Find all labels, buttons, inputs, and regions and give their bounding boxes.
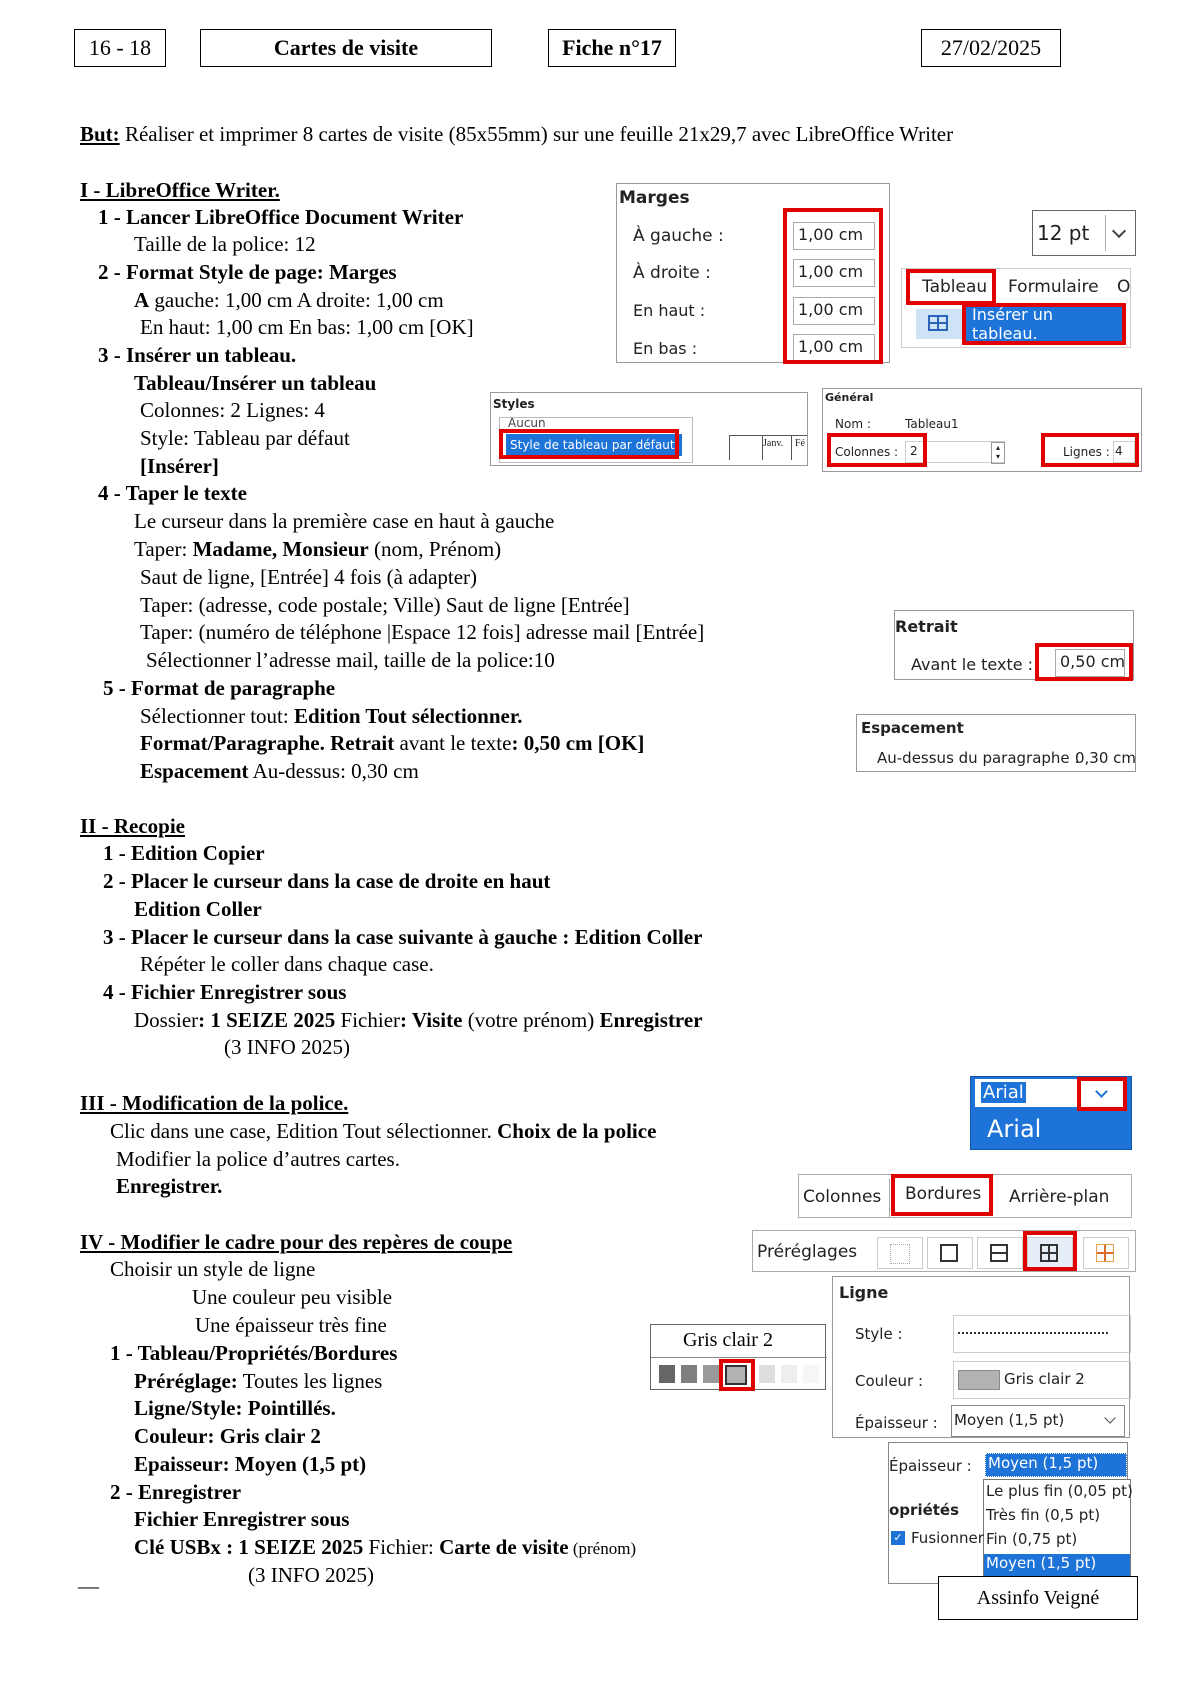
s3-line2: Modifier la police d’autres cartes. <box>116 1147 400 1171</box>
margin-left-input[interactable]: 1,00 cm <box>793 222 875 250</box>
menu-formulaire[interactable]: Formulaire <box>1008 277 1099 297</box>
s1-step4b <box>134 536 501 562</box>
style-aucun[interactable]: Aucun <box>508 417 546 430</box>
s1-step2a-bold: A <box>134 288 150 312</box>
section-4-title: IV - Modifier le cadre pour des repères de coupe <box>80 1230 513 1254</box>
thickness-option-4[interactable] <box>984 1554 1130 1578</box>
gris-clair-2-highlight <box>719 1359 755 1391</box>
thickness-option-4-label: Moyen (1,5 pt) <box>986 1554 1097 1572</box>
s1-step4: 4 - Taper le texte <box>98 481 247 505</box>
general-title: Général <box>825 391 874 404</box>
table-menu <box>901 268 1131 348</box>
s1-step2a-text: gauche: 1,00 cm A droite: 1,00 cm <box>149 288 444 312</box>
espacement-panel <box>856 714 1136 772</box>
s1-step1a: Taille de la police: 12 <box>134 232 316 256</box>
tab-arriere-plan[interactable]: Arrière-plan <box>1009 1187 1110 1207</box>
thickness-option-2[interactable]: Très fin (0,5 pt) <box>986 1506 1101 1524</box>
espacement-label: Au-dessus du paragraphe : <box>877 749 1080 767</box>
swatch-2[interactable] <box>681 1365 697 1383</box>
thickness-label: Épaisseur : <box>889 1457 972 1475</box>
columns-highlight <box>827 433 927 467</box>
s4-p1-post: Toutes les lignes <box>237 1369 383 1393</box>
s2-step4: 4 - Fichier Enregistrer sous <box>103 980 347 1004</box>
goal-line <box>80 121 953 147</box>
preset-outer-horizontal[interactable] <box>977 1237 1023 1269</box>
s4-step2: 2 - Enregistrer <box>110 1480 242 1504</box>
s4-p6-small: (prénom) <box>568 1539 637 1558</box>
s3-line1 <box>110 1118 656 1144</box>
chevron-down-icon <box>1112 224 1126 238</box>
border-tabs <box>798 1174 1132 1218</box>
general-columns-label: Colonnes : <box>835 445 899 459</box>
s4-p7: (3 INFO 2025) <box>248 1563 374 1587</box>
swatch-6[interactable] <box>781 1365 797 1383</box>
line-color-value: Gris clair 2 <box>1004 1370 1085 1388</box>
s4-l1: Choisir un style de ligne <box>110 1257 316 1281</box>
general-name-label: Nom : <box>835 417 871 431</box>
s1-step5c <box>140 758 419 784</box>
s2-step1: 1 - Edition Copier <box>103 841 265 865</box>
s1-step5b-bold2: : 0,50 cm [OK] <box>511 731 645 755</box>
styles-title: Styles <box>493 397 535 411</box>
preview-fe: Fé <box>795 438 805 449</box>
insert-table-label: Insérer un tableau. <box>972 305 1054 343</box>
presets-row <box>752 1230 1136 1272</box>
columns-spinner[interactable]: ▴ ▾ <box>991 442 1005 464</box>
s4-l2: Une couleur peu visible <box>192 1285 393 1309</box>
s2-step4a-3: Fichier <box>335 1008 401 1032</box>
section-2-title: II - Recopie <box>80 814 185 838</box>
margin-right-input[interactable]: 1,00 cm <box>793 259 875 287</box>
palette-color-name: Gris clair 2 <box>683 1329 773 1351</box>
font-size-dropdown[interactable] <box>1032 210 1136 256</box>
general-panel <box>822 388 1142 472</box>
chevron-down-icon <box>1095 1085 1108 1098</box>
line-color-select[interactable] <box>953 1361 1131 1399</box>
dotted-line-preview <box>958 1332 1108 1334</box>
margin-top-input[interactable]: 1,00 cm <box>793 297 875 325</box>
s1-step3c: Style: Tableau par défaut <box>140 426 350 450</box>
s4-p1-bold: Préréglage: <box>134 1369 238 1393</box>
line-color-label: Couleur : <box>855 1372 924 1390</box>
s2-step4a-1: Dossier <box>134 1008 199 1032</box>
s2-step4b: (3 INFO 2025) <box>224 1035 350 1059</box>
s2-step2a: Edition Coller <box>134 897 262 921</box>
s4-p6-bold2: Carte de visite <box>439 1535 569 1559</box>
color-swatch <box>958 1370 1000 1390</box>
menu-cut-letter: O <box>1117 277 1131 297</box>
retrait-panel <box>894 610 1134 680</box>
preset-none-icon <box>890 1244 910 1264</box>
thickness-current[interactable] <box>985 1453 1127 1477</box>
general-name-value[interactable]: Tableau1 <box>905 417 959 431</box>
s2-step3: 3 - Placer le curseur dans la case suivante à gauche : Edition Coller <box>103 925 703 949</box>
s2-step4a-6: Enregistrer <box>599 1008 703 1032</box>
swatch-1[interactable] <box>659 1365 675 1383</box>
thickness-option-3[interactable]: Fin (0,75 pt) <box>986 1530 1078 1548</box>
font-size-value: 12 pt <box>1037 221 1090 245</box>
s1-step4d: Taper: (adresse, code postale; Ville) Saut de ligne [Entrée] <box>140 593 630 617</box>
swatch-5[interactable] <box>759 1365 775 1383</box>
font-size-arrow[interactable] <box>1105 215 1132 251</box>
rows-highlight <box>1041 433 1139 467</box>
preset-none[interactable] <box>877 1237 923 1269</box>
s1-step5a-bold: Edition Tout sélectionner. <box>293 704 523 728</box>
retrait-highlight <box>1035 643 1133 681</box>
tab-colonnes[interactable]: Colonnes <box>803 1187 882 1207</box>
s1-step3b: Colonnes: 2 Lignes: 4 <box>140 398 325 422</box>
thickness-option-1[interactable]: Le plus fin (0,05 pt) <box>986 1482 1133 1500</box>
preset-outer-horizontal-icon <box>990 1244 1008 1262</box>
s4-p4: Epaisseur: Moyen (1,5 pt) <box>134 1452 367 1476</box>
s1-step3a: Tableau/Insérer un tableau <box>134 371 377 395</box>
line-panel <box>832 1276 1130 1438</box>
general-rows-input[interactable]: 4 <box>1113 441 1135 463</box>
tab-bordures[interactable]: Bordures <box>905 1184 982 1204</box>
font-name-box <box>970 1076 1132 1150</box>
s1-step5b-bold1: Format/Paragraphe. Retrait <box>140 731 395 755</box>
preset-inner-only[interactable] <box>1083 1237 1129 1269</box>
styles-preview <box>729 435 807 460</box>
s1-step4f: Sélectionner l’adresse mail, taille de la police:10 <box>146 648 555 672</box>
menu-tableau[interactable]: Tableau <box>922 277 988 297</box>
s4-step1: 1 - Tableau/Propriétés/Bordures <box>110 1341 398 1365</box>
s4-dash: __ <box>78 1567 99 1591</box>
preset-outer[interactable] <box>927 1237 973 1269</box>
s2-step2: 2 - Placer le curseur dans la case de droite en haut <box>103 869 551 893</box>
s4-l3: Une épaisseur très fine <box>195 1313 387 1337</box>
s1-step5a-pre: Sélectionner tout: <box>140 704 294 728</box>
swatch-7[interactable] <box>803 1365 819 1383</box>
s4-p2: Ligne/Style: Pointillés. <box>134 1396 336 1420</box>
s1-step2b: En haut: 1,00 cm En bas: 1,00 cm [OK] <box>140 315 474 339</box>
section-1-title: I - LibreOffice Writer. <box>80 178 280 202</box>
bordures-highlight <box>891 1174 993 1216</box>
color-palette <box>650 1324 826 1390</box>
espacement-value[interactable]: 0,30 cm <box>1075 749 1137 767</box>
goal-label: But: <box>80 122 120 146</box>
style-default-label: Style de tableau par défaut <box>510 438 675 452</box>
s1-step4c: Saut de ligne, [Entrée] 4 fois (à adapter) <box>140 565 478 589</box>
s1-step5b-mid: avant le texte <box>394 731 512 755</box>
retrait-label: Avant le texte : <box>911 655 1034 674</box>
s4-p6 <box>134 1534 636 1562</box>
s2-step4a-2: : 1 SEIZE 2025 <box>198 1008 336 1032</box>
s4-p6-bold1: Clé USBx : 1 SEIZE 2025 <box>134 1535 364 1559</box>
section-3-title: III - Modification de la police. <box>80 1091 349 1115</box>
preset-all-highlight <box>1023 1231 1077 1271</box>
thickness-dropdown <box>888 1442 1133 1584</box>
s4-p1 <box>134 1368 382 1394</box>
line-thickness-label: Épaisseur : <box>855 1414 938 1432</box>
insert-highlight <box>962 303 1126 345</box>
s1-step2: 2 - Format Style de page: Marges <box>98 260 397 284</box>
font-list-item-arial[interactable]: Arial <box>987 1115 1042 1143</box>
general-rows-label: Lignes : <box>1063 445 1110 459</box>
table-grid-icon <box>928 315 948 331</box>
presets-label: Préréglages <box>757 1242 858 1262</box>
s2-step3a: Répéter le coller dans chaque case. <box>140 952 434 976</box>
preset-outer-icon <box>940 1244 958 1262</box>
espacement-title: Espacement <box>861 719 964 737</box>
styles-panel <box>490 392 808 466</box>
retrait-title: Retrait <box>895 617 958 636</box>
font-name-value: Arial <box>983 1082 1024 1103</box>
s1-step5c-bold: Espacement <box>140 759 249 783</box>
margins-title: Marges <box>619 188 690 208</box>
general-columns-input[interactable]: 2 <box>905 441 1005 463</box>
s4-p5: Fichier Enregistrer sous <box>134 1507 350 1531</box>
s4-p3: Couleur: Gris clair 2 <box>134 1424 321 1448</box>
margin-bottom-label: En bas : <box>633 339 698 358</box>
retrait-input[interactable]: 0,50 cm <box>1055 649 1125 677</box>
document-title: Cartes de visite <box>200 29 492 67</box>
margin-left-label: À gauche : <box>633 226 724 246</box>
s1-step5b <box>140 730 644 756</box>
merge-checkbox[interactable]: ✓ <box>891 1531 905 1545</box>
line-style-label: Style : <box>855 1325 903 1343</box>
s3-line1-bold: Choix de la police <box>497 1119 657 1143</box>
thickness-current-label: Moyen (1,5 pt) <box>988 1454 1099 1472</box>
s1-step4b-bold: Madame, Monsieur <box>192 537 369 561</box>
margins-highlight <box>783 208 883 364</box>
tableau-highlight <box>906 269 996 305</box>
preview-janv: Janv. <box>763 438 784 449</box>
margins-panel <box>616 183 890 363</box>
merge-label: Fusionner <box>911 1529 984 1547</box>
s1-step3d: [Insérer] <box>140 454 219 478</box>
s1-step4b-pre: Taper: <box>134 537 193 561</box>
s1-step2a <box>134 287 444 313</box>
s2-step4a-5: (votre prénom) <box>462 1008 600 1032</box>
s3-line3: Enregistrer. <box>116 1174 223 1198</box>
s1-step1: 1 - Lancer LibreOffice Document Writer <box>98 205 464 229</box>
s1-step4e: Taper: (numéro de téléphone |Espace 12 fois] adresse mail [Entrée] <box>140 620 705 644</box>
margin-top-label: En haut : <box>633 301 706 320</box>
style-default-highlight <box>499 429 679 459</box>
font-arrow-highlight[interactable] <box>1077 1077 1127 1111</box>
line-style-select[interactable] <box>953 1315 1131 1353</box>
sheet-number: Fiche n°17 <box>548 29 676 67</box>
swatch-3[interactable] <box>703 1365 719 1383</box>
s4-p6-mid: Fichier: <box>363 1535 440 1559</box>
s1-step5a <box>140 703 523 729</box>
goal-text: Réaliser et imprimer 8 cartes de visite (85x55mm) sur une feuille 21x29,7 avec LibreOffice Writer <box>119 122 954 146</box>
line-title: Ligne <box>839 1283 889 1302</box>
thickness-options <box>983 1479 1131 1587</box>
s1-step5: 5 - Format de paragraphe <box>103 676 336 700</box>
margin-right-label: À droite : <box>633 263 711 283</box>
s2-step4a <box>134 1007 703 1033</box>
s1-step4b-post: (nom, Prénom) <box>368 537 502 561</box>
chevron-down-icon <box>1104 1412 1115 1423</box>
footer-credit <box>938 1576 1138 1620</box>
footer-credit-text: Assinfo Veigné <box>976 1586 1100 1609</box>
s2-step4a-4: : Visite <box>400 1008 463 1032</box>
line-thickness-select[interactable] <box>951 1405 1125 1437</box>
s3-line1-pre: Clic dans une case, Edition Tout sélectionner. <box>110 1119 498 1143</box>
preset-inner-only-icon <box>1096 1244 1114 1262</box>
document-date: 27/02/2025 <box>921 29 1061 67</box>
line-thickness-value: Moyen (1,5 pt) <box>954 1411 1065 1429</box>
s1-step3: 3 - Insérer un tableau. <box>98 343 297 367</box>
s1-step5c-post: Au-dessus: 0,30 cm <box>248 759 419 783</box>
properties-label: opriétés <box>889 1501 960 1519</box>
page-range: 16 - 18 <box>74 29 166 67</box>
margin-bottom-input[interactable]: 1,00 cm <box>793 334 875 362</box>
s1-step4a: Le curseur dans la première case en haut à gauche <box>134 509 555 533</box>
